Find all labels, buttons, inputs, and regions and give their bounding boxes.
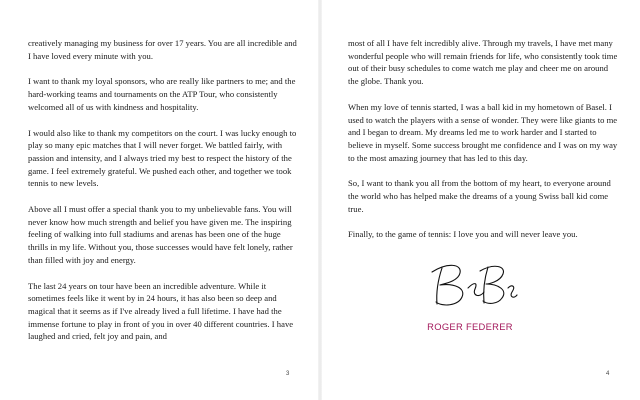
signature-name: ROGER FEDERER <box>427 321 513 332</box>
signature <box>428 258 518 312</box>
paragraph: So, I want to thank you all from the bottom of my heart, to everyone around the world who has helped make the dreams of a young Swiss ball kid come true. <box>348 178 611 214</box>
paragraph: I want to thank my loyal sponsors, who are really like partners to me; and the hard-working teams and tournaments on the ATP Tour, who consistently welcomed all of us with kindness and hospitality. <box>28 76 296 112</box>
right-page <box>320 0 640 400</box>
right-page-text <box>348 37 620 254</box>
page-number: 3 <box>286 371 290 377</box>
left-page-text <box>28 37 301 356</box>
paragraph: I would also like to thank my competitors on the court. I was lucky enough to play so many epic matches that I will never forget. We battled fairly, with passion and intensity, and I always tried my best to respect the history of the game. I feel extremely grateful. We pushed each other, and together we took tennis to new levels. <box>28 127 297 189</box>
paragraph: Above all I must offer a special thank you to my unbelievable fans. You will never know how much strength and belief you have given me. The inspiring feeling of walking into full stadiums and arenas has been one of the huge thrills in my life. Without you, those successes would have felt lonely, rather than filled with joy and energy. <box>28 204 293 265</box>
paragraph: creatively managing my business for over 17 years. You are all incredible and I have loved every minute with you. <box>28 38 297 61</box>
paragraph: When my love of tennis started, I was a ball kid in my hometown of Basel. I used to watch the players with a sense of wonder. They were like giants to me and I began to dream. My dreams led me to work harder and I started to believe in myself. Some success brought me confidence and I was on my way to the most amazing journey that has led to this day. <box>348 101 618 163</box>
paragraph: most of all I have felt incredibly alive. Through my travels, I have met many wonderful people who will remain friends for life, who consistently took time out of their busy schedules to come watch me play and cheer me on around the globe. Thank you. <box>348 38 618 87</box>
paragraph: The last 24 years on tour have been an incredible adventure. While it sometimes feels like it went by in 24 hours, it has also been so deep and magical that it seems as if I've already lived a full lifetime. I have had the immense fortune to play in front of you in over 40 different countries. I have laughed and cried, felt joy and pain, and <box>28 280 294 342</box>
page-number: 4 <box>606 371 610 377</box>
paragraph: Finally, to the game of tennis: I love you and will never leave you. <box>348 229 578 240</box>
